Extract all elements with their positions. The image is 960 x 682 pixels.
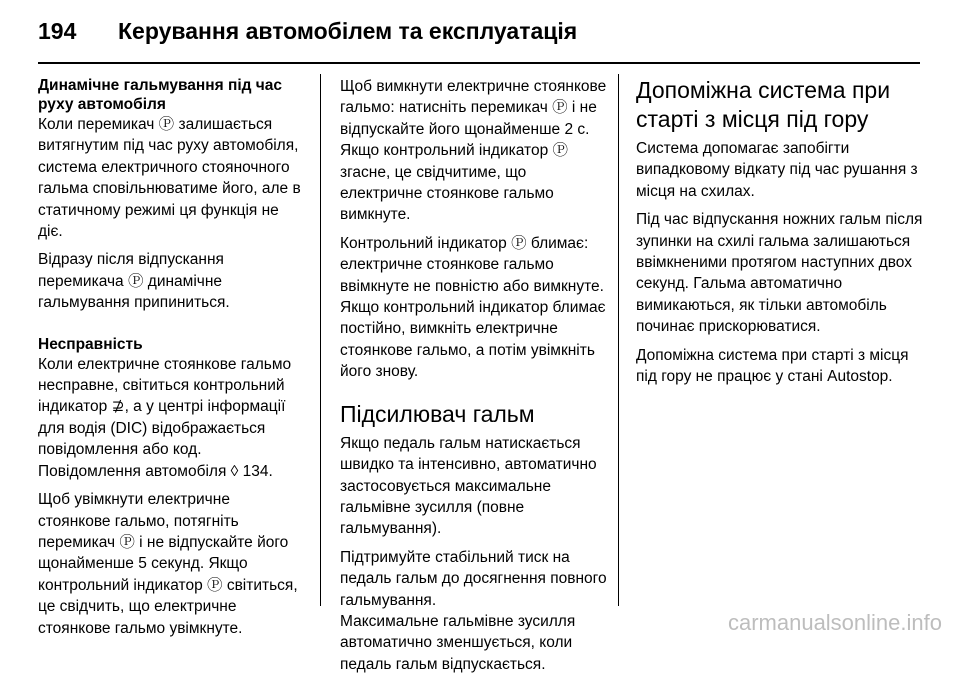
paragraph: Коли перемикач Ⓟ залишається витягнутим під час руху автомобіля, система електричного стояночного гальма сповільнюватиме його, але в статичному режимі ця функція не діє. <box>38 116 301 241</box>
paragraph: Відразу після відпускання перемикача Ⓟ динамічне гальмування припиниться. <box>38 251 230 312</box>
heading-hill-start-assist: Допоміжна система при старті з місця під гору <box>636 77 891 132</box>
column-divider-1 <box>320 74 321 606</box>
header-rule <box>38 62 920 64</box>
paragraph: Система допомагає запобігти випадковому відкату під час рушання з місця на схилах. <box>636 140 918 200</box>
paragraph: Максимальне гальмівне зусилля автоматично зменшується, коли педаль гальм відпускається. <box>340 612 576 673</box>
paragraph: Щоб вимкнути електричне стоянкове гальмо: натисніть перемикач Ⓟ і не відпускайте його щонайменше 2 с. Якщо контрольний індикатор Ⓟ згасне, це свідчитиме, що електричне стоянкове гальмо вимкнуте. <box>340 78 607 224</box>
heading-fault: Несправність <box>38 335 143 353</box>
column-2 <box>340 76 608 682</box>
running-title: Керування автомобілем та експлуатація <box>118 18 578 44</box>
column-1 <box>38 76 304 646</box>
paragraph: Контрольний індикатор Ⓟ блимає: електричне стоянкове гальмо ввімкнуте не повністю або вимкнуте. Якщо контрольний індикатор блимає постійно, вимкніть електричне стоянкове гальмо, а потім увімкніть його знову. <box>340 234 606 381</box>
column-divider-2 <box>618 74 619 606</box>
paragraph: Якщо педаль гальм натискається швидко та інтенсивно, автоматично застосовується максимальне гальмівне зусилля (повне гальмування). <box>340 434 597 538</box>
paragraph: Щоб увімкнути електричне стоянкове гальмо, потягніть перемикач Ⓟ і не відпускайте його щонайменше 5 секунд. Якщо контрольний індикатор Ⓟ світиться, це свідчить, що електричне стоянкове гальмо увімкнуте. <box>38 491 298 637</box>
paragraph: Коли електричне стоянкове гальмо несправне, світиться контрольний індикатор ⊉, а у центрі інформації для водія (DIC) відображається повідомлення або код. <box>38 355 292 459</box>
watermark: carmanualsonline.info <box>727 610 942 635</box>
page-number: 194 <box>38 18 77 44</box>
paragraph: Підтримуйте стабільний тиск на педаль гальм до досягнення повного гальмування. <box>340 548 607 609</box>
paragraph: Допоміжна система при старті з місця під гору не працює у стані Autostop. <box>636 346 909 386</box>
column-3 <box>636 76 926 394</box>
paragraph-reference: Повідомлення автомобіля ◊ 134. <box>38 462 273 480</box>
heading-brake-assist: Підсилювач гальм <box>340 400 535 427</box>
paragraph: Під час відпускання ножних гальм після зупинки на схилі гальма залишаються ввімкненими протягом наступних двох секунд. Гальма автоматично вимикаються, як тільки автомобіль починає прискорюватися. <box>636 211 923 336</box>
page-header <box>38 18 918 48</box>
heading-dynamic-braking: Динамічне гальмування під час руху автомобіля <box>38 77 283 113</box>
